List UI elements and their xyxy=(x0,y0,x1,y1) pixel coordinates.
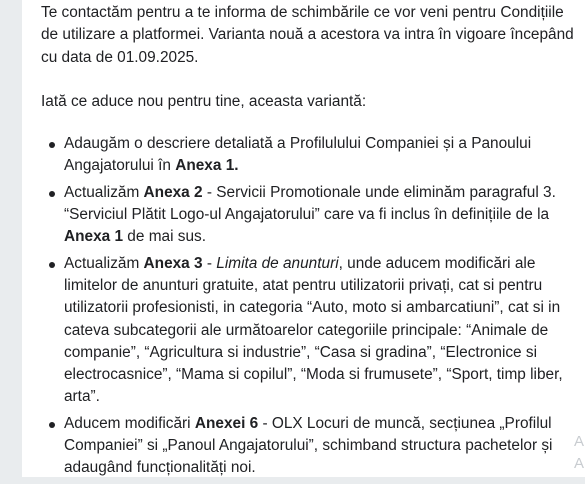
edge-mark: A xyxy=(573,455,584,472)
item-bold: Anexa 1. xyxy=(175,157,239,175)
item-text: - xyxy=(202,254,217,272)
email-body xyxy=(22,0,585,477)
item-text: - Servicii Promotionale unde eliminăm paragraful 3. “Serviciul Plătit Logo-ul Angajatorului” care va fi inclus în definițiile de la xyxy=(64,183,556,224)
item-bold: Anexei 6 xyxy=(194,414,259,432)
intro-lead-in: Iată ce aduce nou pentru tine, aceasta variantă: xyxy=(41,92,367,110)
list-item xyxy=(41,413,581,480)
item-text: Actualizăm xyxy=(64,183,144,201)
item-bold: Anexa 1 xyxy=(64,228,124,246)
item-text: Actualizăm xyxy=(64,254,144,272)
list-item xyxy=(41,133,581,178)
list-item xyxy=(41,182,581,249)
item-bold: Anexa 3 xyxy=(143,254,203,272)
item-text: Aducem modificări xyxy=(64,414,195,432)
list-item xyxy=(41,253,581,409)
item-text: - OLX Locuri de muncă, secțiunea „Profilul Companiei” si „Panoul Angajatorului”, schimband structura pachetelor și adaugând funcționalități noi. xyxy=(64,414,553,477)
item-bold: Anexa 2 xyxy=(143,183,203,201)
intro-paragraph: Te contactăm pentru a te informa de schimbările ce vor veni pentru Condițiile de utilizare a platformei. Varianta nouă a acestora va intra în vigoare începând cu data de 01.09.2025. xyxy=(41,4,574,66)
item-text: de mai sus. xyxy=(123,228,207,246)
edge-mark: A xyxy=(573,433,584,450)
item-text: , unde aducem modificări ale limitelor de anunturi gratuite, atat pentru utilizatorii privați, cat si pentru utilizatorii profesionisti, in categoria “Auto, moto si ambarcatiuni”, cat si in cateva subcategorii ale următoarelor categoriile principale: “Animale de companie”, “Agricultura si industrie”, “Casa si gradina”, “Electronice si electrocasnice”, “Mama si copilul”, “Moda si frumusete”, “Sport, timp liber, arta”. xyxy=(64,254,563,406)
email-content xyxy=(41,2,581,484)
changes-list xyxy=(41,133,581,479)
item-italic: Limita de anunturi xyxy=(216,254,339,272)
item-text: Adaugăm o descriere detaliată a Profilulului Companiei și a Panoului Angajatorului în xyxy=(64,135,532,175)
